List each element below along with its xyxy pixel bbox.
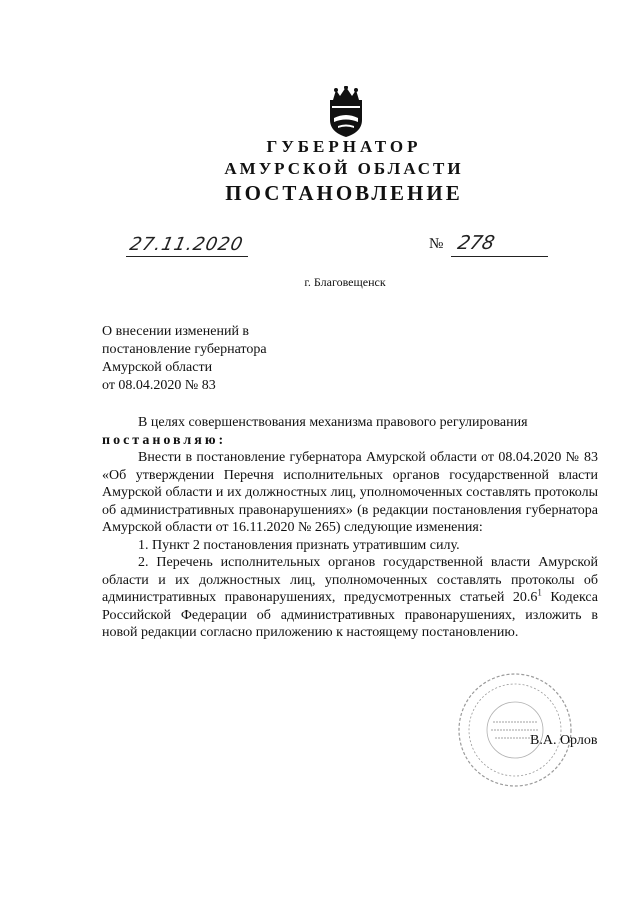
intro-text: В целях совершенствования механизма правового регулирования [138, 415, 528, 430]
paragraph-main: Внести в постановление губернатора Амурской области от 08.04.2020 № 83 «Об утверждении Перечня исполнительных органов государственной власти Амурской области и их должностных лиц, уполномоченных составлять протоколы об административных правонарушениях» (в редакции постановления губернатора Амурской области от 16.11.2020 № 265) следующие изменения: [102, 450, 598, 535]
header-region: АМУРСКОЙ ОБЛАСТИ [224, 159, 464, 178]
number-underline [451, 256, 548, 257]
resolve-word: постановляю: [102, 432, 227, 448]
subject-line: постановление губернатора [102, 342, 267, 357]
coat-of-arms-icon [324, 86, 368, 138]
article-superscript: 1 [537, 587, 542, 598]
number-sign: № [429, 236, 444, 252]
official-seal-icon [445, 672, 585, 792]
document-type: ПОСТАНОВЛЕНИЕ [225, 181, 463, 205]
list-item [102, 554, 598, 642]
signature-name: В.А. Орлов [530, 733, 598, 748]
item2-text-end: Кодекса Российской Федерации об административных правонарушениях, изложить в новой редакции согласно приложению к настоящему постановлению. [102, 590, 598, 640]
document-subject [102, 323, 267, 395]
subject-line: Амурской области [102, 360, 213, 375]
subject-line: О внесении изменений в [102, 324, 250, 339]
document-number: 278 [455, 232, 497, 254]
subject-line: от 08.04.2020 № 83 [102, 378, 216, 393]
document-body [102, 414, 598, 642]
date-underline [126, 256, 248, 257]
city: г. Благовещенск [304, 275, 386, 289]
header-title: ГУБЕРНАТОР [266, 137, 422, 156]
document-date: 27.11.2020 [127, 234, 246, 255]
list-item: 1. Пункт 2 постановления признать утратившим силу. [138, 537, 460, 553]
item2-text: 2. Перечень исполнительных органов государственной власти Амурской области и их должностных лиц, уполномоченных составлять протоколы об административных правонарушениях, предусмотренных статьей 20.6 [102, 555, 598, 605]
